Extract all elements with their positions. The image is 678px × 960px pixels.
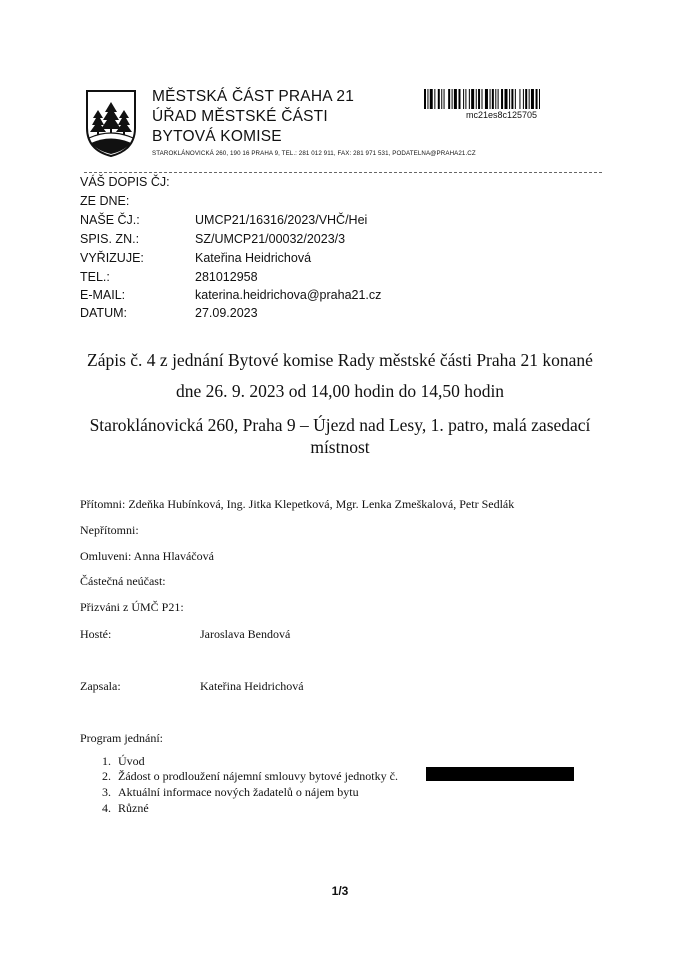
barcode-bar — [515, 89, 516, 109]
ref-value-our-ref: UMCP21/16316/2023/VHČ/Hei — [195, 213, 368, 227]
barcode-bar — [452, 89, 453, 109]
barcode-bar — [501, 89, 503, 109]
org-name-line-2: ÚŘAD MĚSTSKÉ ČÁSTI — [152, 108, 328, 125]
barcode-bar — [525, 89, 527, 109]
program-item: Úvod — [118, 754, 145, 768]
barcode-bar — [505, 89, 508, 109]
barcode-bar — [536, 89, 538, 109]
barcode-bar — [478, 89, 480, 109]
barcode-bar — [465, 89, 466, 109]
attendance-guests-label: Hosté: — [80, 627, 112, 641]
barcode-bar — [492, 89, 494, 109]
program-item-number: 2. — [102, 769, 111, 783]
ref-label-date-from: ZE DNE: — [80, 194, 130, 208]
barcode-bar — [441, 89, 442, 109]
ref-value-email: katerina.heidrichova@praha21.cz — [195, 288, 382, 302]
barcode-bar — [463, 89, 464, 109]
program-item: Aktuální informace nových žadatelů o nájem bytu — [118, 785, 359, 799]
org-name-line-1: MĚSTSKÁ ČÁST PRAHA 21 — [152, 88, 355, 105]
attendance-guests-value: Jaroslava Bendová — [200, 627, 291, 641]
program-item-number: 1. — [102, 754, 111, 768]
barcode-bar — [430, 89, 433, 109]
attendance-present: Přítomni: Zdeňka Hubínková, Ing. Jitka Klepetková, Mgr. Lenka Zmeškalová, Petr Sedlák — [80, 497, 515, 511]
ref-label-your-letter: VÁŠ DOPIS ČJ: — [80, 175, 170, 189]
ref-label-file-no: SPIS. ZN.: — [80, 232, 140, 246]
title-line-4: místnost — [310, 437, 370, 457]
barcode-bar — [539, 89, 540, 109]
org-address: STAROKLÁNOVICKÁ 260, 190 16 PRAHA 9, TEL.: 281 012 911, FAX: 281 971 531, PODATELNA@PRAHA21.CZ — [152, 150, 476, 157]
ref-value-file-no: SZ/UMCP21/00032/2023/3 — [195, 232, 346, 246]
barcode-bar — [509, 89, 510, 109]
org-name-line-3: BYTOVÁ KOMISE — [152, 128, 282, 145]
barcode-bar — [427, 89, 428, 109]
barcode-bar — [531, 89, 534, 109]
barcode-bar — [469, 89, 470, 109]
program-title: Program jednání: — [80, 731, 163, 745]
ref-value-handled-by: Kateřina Heidrichová — [195, 251, 312, 265]
attendance-partial: Částečná neúčast: — [80, 574, 166, 588]
barcode — [424, 89, 592, 109]
title-line-2: dne 26. 9. 2023 od 14,00 hodin do 14,50 hodin — [175, 381, 505, 401]
barcode-bar — [519, 89, 520, 109]
barcode-bar — [511, 89, 513, 109]
barcode-bar — [448, 89, 450, 109]
ref-label-our-ref: NAŠE ČJ.: — [80, 213, 140, 227]
barcode-bar — [459, 89, 461, 109]
barcode-bar — [444, 89, 445, 109]
barcode-bar — [434, 89, 435, 109]
barcode-bar — [471, 89, 474, 109]
barcode-bar — [482, 89, 483, 109]
barcode-bar — [438, 89, 440, 109]
barcode-bar — [424, 89, 426, 109]
title-line-3: Staroklánovická 260, Praha 9 – Újezd nad Lesy, 1. patro, malá zasedací — [89, 415, 591, 435]
ref-value-phone: 281012958 — [195, 270, 258, 284]
ref-label-date: DATUM: — [80, 306, 127, 320]
attendance-invited: Přizváni z ÚMČ P21: — [80, 600, 184, 614]
program-item: Žádost o prodloužení nájemní smlouvy bytové jednotky č. — [118, 769, 398, 783]
program-item: Různé — [118, 801, 149, 815]
recorded-by-label: Zapsala: — [80, 679, 121, 693]
barcode-code: mc21es8c125705 — [466, 110, 538, 120]
page-number: 1/3 — [331, 884, 349, 898]
barcode-bar — [523, 89, 524, 109]
ref-value-date: 27.09.2023 — [195, 306, 258, 320]
header-divider — [84, 172, 602, 173]
program-item-number: 3. — [102, 785, 111, 799]
ref-label-email: E-MAIL: — [80, 288, 126, 302]
attendance-absent: Nepřítomni: — [80, 523, 139, 537]
title-line-1: Zápis č. 4 z jednání Bytové komise Rady městské části Praha 21 konané — [87, 350, 593, 370]
barcode-bar — [476, 89, 477, 109]
barcode-bar — [485, 89, 488, 109]
barcode-bar — [529, 89, 530, 109]
recorded-by-value: Kateřina Heidrichová — [200, 679, 304, 693]
barcode-bar — [454, 89, 457, 109]
barcode-bar — [490, 89, 491, 109]
ref-label-handled-by: VYŘIZUJE: — [80, 251, 144, 265]
barcode-bar — [498, 89, 499, 109]
ref-label-phone: TEL.: — [80, 270, 110, 284]
program-item-number: 4. — [102, 801, 111, 815]
coat-of-arms-logo — [84, 88, 138, 158]
redacted-block — [426, 767, 574, 781]
barcode-bar — [495, 89, 496, 109]
attendance-excused: Omluveni: Anna Hlaváčová — [80, 549, 214, 563]
